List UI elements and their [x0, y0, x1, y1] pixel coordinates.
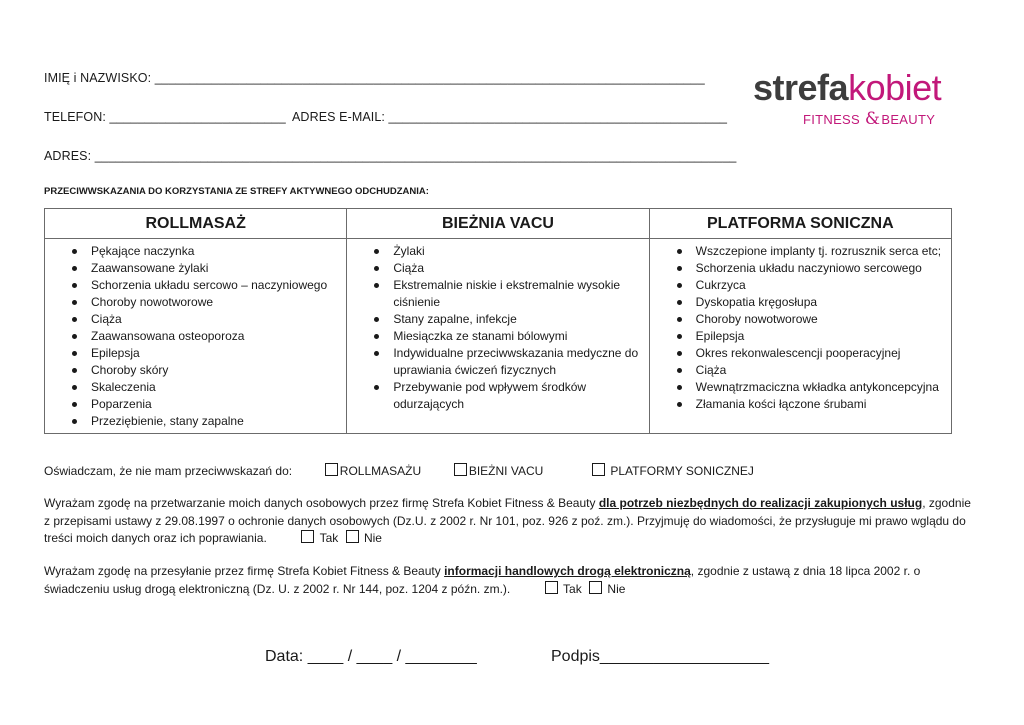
checkbox-biezna-vacu[interactable]	[454, 463, 467, 476]
list-item: Wewnątrzmaciczna wkładka antykoncepcyjna	[696, 379, 945, 396]
logo-text-strefa: strefa	[753, 67, 849, 108]
logo-tagline-amp: &	[864, 109, 881, 129]
consent2-no-label: Nie	[607, 581, 626, 596]
list-item: Dyskopatia kręgosłupa	[696, 294, 945, 311]
list-item: Ciąża	[696, 362, 945, 379]
logo-tagline	[803, 109, 935, 129]
logo-tagline-fitness: FITNESS	[803, 112, 860, 127]
consent1-yes-label: Tak	[319, 531, 339, 545]
list-item: Wszczepione implanty tj. rozrusznik serca etc;	[696, 243, 945, 260]
checkbox-platforma[interactable]	[592, 463, 605, 476]
declaration-row	[44, 463, 979, 481]
list-item: Żylaki	[393, 243, 642, 260]
column-header-rollmasaz: ROLLMASAŻ	[45, 209, 347, 239]
consent2-yes-label: Tak	[563, 581, 582, 596]
checkbox-rollmasaz[interactable]	[325, 463, 338, 476]
list-item: Schorzenia układu naczyniowo sercowego	[696, 260, 945, 277]
column-list-biezna-vacu	[347, 239, 649, 434]
option-rollmasaz: ROLLMASAŻU	[339, 464, 422, 478]
list-item: Epilepsja	[91, 345, 340, 362]
list-item: Choroby skóry	[91, 362, 340, 379]
list-item: Złamania kości łączone śrubami	[696, 396, 945, 413]
consent1-text-after: , zgodnie z przepisami ustawy z 29.08.1997 o ochronie danych osobowych (Dz.U. z 2002 r. Nr 101, poz. 926 z poź. zm.). Przyjmuję do wiadomości, że przysługuje mi prawo wglądu do treści moich danych oraz ich poprawiania.	[44, 496, 971, 545]
checkbox-consent1-no[interactable]	[346, 530, 359, 543]
brand-logo	[753, 68, 941, 108]
list-item: Pękające naczynka	[91, 243, 340, 260]
checkbox-consent2-no[interactable]	[589, 581, 602, 594]
checkbox-consent1-yes[interactable]	[301, 530, 314, 543]
column-list-rollmasaz	[45, 239, 347, 434]
list-item: Choroby nowotworowe	[696, 311, 945, 328]
list-platforma	[656, 243, 945, 413]
name-field[interactable]: IMIĘ i NAZWISKO: ______________________________________________________________________________	[44, 71, 705, 85]
list-item: Okres rekonwalescencji pooperacyjnej	[696, 345, 945, 362]
contraindications-table	[44, 208, 952, 434]
column-list-platforma	[649, 239, 951, 434]
list-item: Schorzenia układu sercowo – naczyniowego	[91, 277, 340, 294]
list-biezna-vacu	[353, 243, 642, 413]
column-header-platforma: PLATFORMA SONICZNA	[649, 209, 951, 239]
consent2-text-before: Wyrażam zgodę na przesyłanie przez firmę Strefa Kobiet Fitness & Beauty	[44, 564, 445, 578]
consent-marketing	[44, 563, 979, 598]
list-item: Ciąża	[393, 260, 642, 277]
consent1-no-label: Nie	[363, 531, 382, 545]
consent1-emphasis: dla potrzeb niezbędnych do realizacji zakupionych usług	[598, 496, 923, 510]
list-item: Zaawansowana osteoporoza	[91, 328, 340, 345]
option-platforma: PLATFORMY SONICZNEJ	[610, 464, 754, 478]
logo-text-kobiet: kobiet	[848, 67, 942, 108]
address-field[interactable]: ADRES: ___________________________________________________________________________________________	[44, 149, 737, 163]
column-header-biezna-vacu: BIEŻNIA VACU	[347, 209, 649, 239]
consent1-text-before: Wyrażam zgodę na przetwarzanie moich danych osobowych przez firmę Strefa Kobiet Fitness & Beauty	[44, 496, 599, 510]
list-rollmasaz	[51, 243, 340, 430]
list-item: Ciąża	[91, 311, 340, 328]
list-item: Zaawansowane żylaki	[91, 260, 340, 277]
list-item: Skaleczenia	[91, 379, 340, 396]
consent-data-processing	[44, 495, 979, 548]
phone-field[interactable]: TELEFON: _________________________	[44, 110, 286, 124]
list-item: Indywidualne przeciwwskazania medyczne do uprawiania ćwiczeń fizycznych	[393, 345, 642, 379]
signature-field[interactable]: Podpis___________________	[551, 648, 769, 665]
email-field[interactable]: ADRES E-MAIL: ________________________________________________	[292, 110, 728, 124]
option-biezna-vacu: BIEŻNI VACU	[468, 464, 544, 478]
list-item: Przebywanie pod wpływem środków odurzających	[393, 379, 642, 413]
declaration-text: Oświadczam, że nie mam przeciwwskazań do:	[44, 464, 293, 478]
list-item: Przeziębienie, stany zapalne	[91, 413, 340, 430]
date-field[interactable]: Data: ____ / ____ / ________	[265, 648, 477, 665]
section-heading: PRZECIWWSKAZANIA DO KORZYSTANIA ZE STREFY AKTYWNEGO ODCHUDZANIA:	[44, 186, 429, 197]
list-item: Ekstremalnie niskie i ekstremalnie wysokie ciśnienie	[393, 277, 642, 311]
logo-tagline-beauty: BEAUTY	[881, 112, 936, 127]
list-item: Cukrzyca	[696, 277, 945, 294]
list-item: Choroby nowotworowe	[91, 294, 340, 311]
consent2-text-after: , zgodnie z ustawą z dnia 18 lipca 2002 r. o świadczeniu usług drogą elektroniczną (Dz. U. z 2002 r. Nr 144, poz. 1204 z późn. zm.).	[44, 564, 921, 596]
list-item: Stany zapalne, infekcje	[393, 311, 642, 328]
checkbox-consent2-yes[interactable]	[545, 581, 558, 594]
list-item: Poparzenia	[91, 396, 340, 413]
list-item: Epilepsja	[696, 328, 945, 345]
consent2-emphasis: informacji handlowych drogą elektroniczną	[444, 564, 691, 578]
list-item: Miesiączka ze stanami bólowymi	[393, 328, 642, 345]
